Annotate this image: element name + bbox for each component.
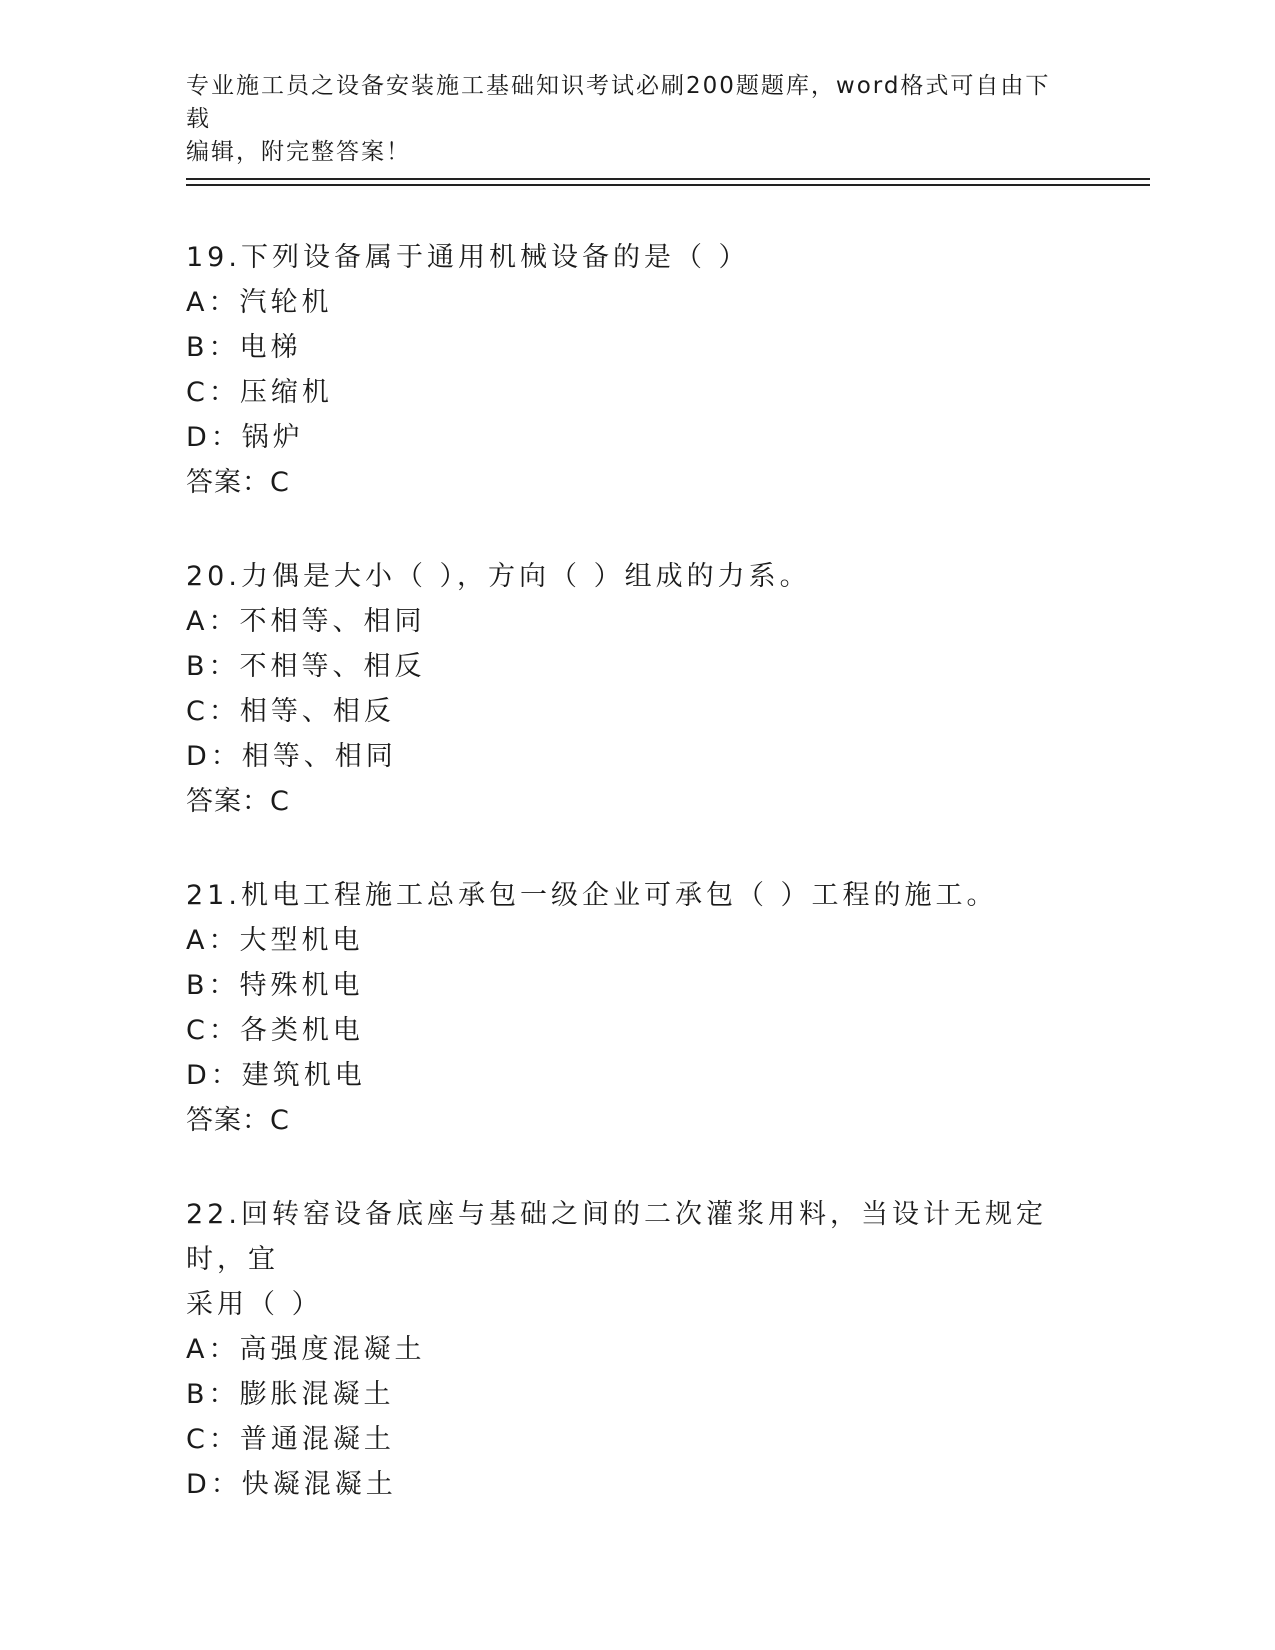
option-d: D：锅炉 xyxy=(186,422,304,453)
option-d: D：相等、相同 xyxy=(186,741,397,772)
answer: 答案：C xyxy=(186,786,290,817)
option-a: A：不相等、相同 xyxy=(186,606,426,637)
question-stem-line-1: 22.回转窑设备底座与基础之间的二次灌浆用料，当设计无规定时，宜 xyxy=(186,1199,1047,1275)
question-19 xyxy=(186,235,1086,505)
option-b: B：电梯 xyxy=(186,332,302,363)
question-stem: 19.下列设备属于通用机械设备的是（ ） xyxy=(186,242,750,273)
question-stem: 21.机电工程施工总承包一级企业可承包（ ）工程的施工。 xyxy=(186,880,998,911)
answer: 答案：C xyxy=(186,1105,290,1136)
document-header xyxy=(186,70,1066,169)
option-a: A：汽轮机 xyxy=(186,287,333,318)
option-c: C：各类机电 xyxy=(186,1015,364,1046)
option-a: A：高强度混凝土 xyxy=(186,1334,426,1365)
option-b: B：特殊机电 xyxy=(186,970,364,1001)
question-stem-line-2: 采用（ ） xyxy=(186,1289,323,1320)
option-b: B：膨胀混凝土 xyxy=(186,1379,395,1410)
option-c: C：相等、相反 xyxy=(186,696,395,727)
question-20 xyxy=(186,554,1086,824)
question-stem: 20.力偶是大小（ ），方向（ ）组成的力系。 xyxy=(186,561,811,592)
option-d: D：快凝混凝土 xyxy=(186,1469,397,1500)
option-c: C：压缩机 xyxy=(186,377,333,408)
option-d: D：建筑机电 xyxy=(186,1060,366,1091)
option-b: B：不相等、相反 xyxy=(186,651,426,682)
option-c: C：普通混凝土 xyxy=(186,1424,395,1455)
question-22 xyxy=(186,1192,1086,1507)
header-line-1: 专业施工员之设备安装施工基础知识考试必刷200题题库，word格式可自由下载 xyxy=(186,73,1051,132)
option-a: A：大型机电 xyxy=(186,925,364,956)
header-line-2: 编辑，附完整答案！ xyxy=(186,139,411,165)
header-divider-bottom xyxy=(186,184,1150,186)
question-21 xyxy=(186,873,1086,1143)
answer: 答案：C xyxy=(186,467,290,498)
header-divider-top xyxy=(186,178,1150,180)
